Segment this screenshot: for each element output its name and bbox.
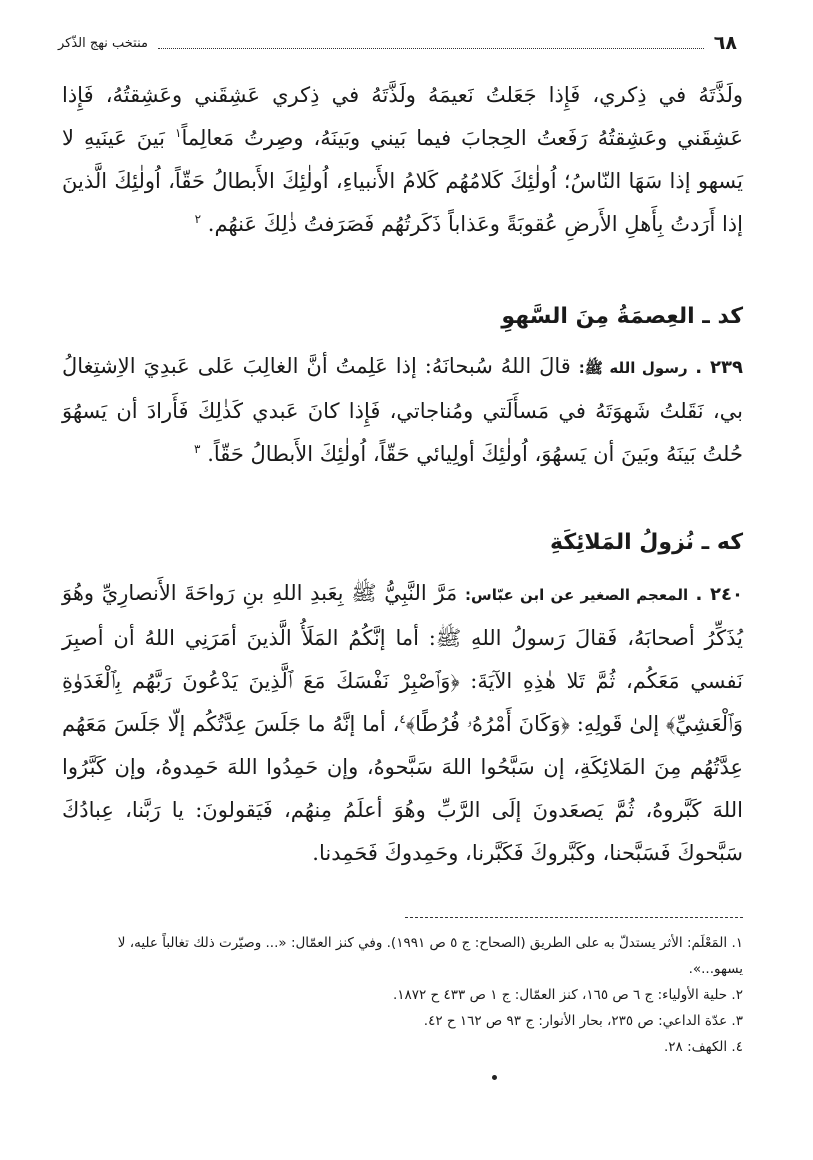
footnote-3: ٣. عدّة الداعي: ص ٢٣٥، بحار الأنوار: ج ٩٣ ص ١٦٢ ح ٤٢. [423, 1013, 743, 1029]
footnote-separator [405, 917, 743, 918]
hadith-source: رسول الله ﷺ: [578, 359, 688, 377]
section-heading-kd: كد ـ العِصمَةُ مِنَ السَّهوِ [501, 304, 743, 329]
running-header [58, 32, 737, 54]
footnote-ref-2: ٢ [194, 212, 202, 226]
continuation-text: ولَذَّتَهُ في ذِكري، فَإِذا جَعَلتُ نَعيمَهُ ولَذَّتَهُ في ذِكري عَشِقَني وعَشِقتُهُ، فَإِذا عَشِقَني وعَشِقتُهُ رَفَعتُ الحِجابَ فيما بَيني وبَينَهُ، وصِرتُ مَعالِماً$^١$ بَينَ عَينَيهِ لا يَسهو إذا سَهَا النّاسُ؛ اُولٰئِكَ كَلامُهُم كَلامُ الأَنبياءِ، اُولٰئِكَ الأَبطالُ حَقّاً، اُولٰئِكَ الَّذينَ إذا أَرَدتُ بِأَهلِ الأَرضِ عُقوبَةً وعَذاباً ذَكَرتُهُم فَصَرَفتُ ذٰلِكَ عَنهُم. [62, 83, 744, 236]
page-number: ٦٨ [713, 32, 737, 54]
stray-dot-mark [492, 1075, 497, 1080]
hadith-number: ٢٤٠ [710, 584, 743, 605]
footnote-1: ١. المَعْلَم: الأثر يستدلّ به على الطريق (الصحاح: ج ٥ ص ١٩٩١). وفي كنز العمّال: «... وصيّرت ذلك تغالباً عليه، لا يسهو...». [117, 935, 743, 977]
hadith-240: ٢٤٠ . المعجم الصغير عن ابن عبّاس: مَرَّ النَّبِيُّ ﷺ بِعَبدِ اللهِ بنِ رَواحَةَ الأَنصارِيِّ وهُوَ يُذَكِّرُ أصحابَهُ، فَقالَ رَسولُ اللهِ ﷺ: أما إنَّكُمُ المَلَأُ الَّذينَ أمَرَنِي اللهُ أن أصبِرَ نَفسي مَعَكُم، ثُمَّ تَلا هٰذِهِ الآيَةَ: ﴿وَٱصْبِرْ نَفْسَكَ مَعَ ٱلَّذِينَ يَدْعُونَ رَبَّهُم بِٱلْغَدَوٰةِ وَٱلْعَشِيِّ﴾ إلىٰ قَولِهِ: ﴿وَكَانَ أَمْرُهُۥ فُرُطًا﴾$^٤$، أما إنَّهُ ما جَلَسَ عِدَّتُكُم إلّا جَلَسَ مَعَهُم عِدَّتُهُم مِنَ المَلائِكَةِ، إن سَبَّحُوا اللهَ سَبَّحوهُ، وإن حَمِدُوا اللهَ حَمِدوهُ، وإن كَبَّرُوا اللهَ كَبَّروهُ، ثُمَّ يَصعَدونَ إلَى الرَّبِّ وهُوَ أعلَمُ مِنهُم، فَيَقولونَ: يا رَبَّنا، عِبادُكَ سَبَّحوكَ فَسَبَّحنا، وكَبَّروكَ فَكَبَّرنا، وحَمِدوكَ فَحَمِدنا. [62, 581, 743, 865]
hadith-239: ٢٣٩ . رسول الله ﷺ: قالَ اللهُ سُبحانَهُ: إذا عَلِمتُ أنَّ الغالِبَ عَلى عَبدِيَ الاِشتِغالُ بي، نَقَلتُ شَهوَتَهُ في مَسأَلَتي ومُناجاتي، فَإِذا كانَ عَبدي كَذٰلِكَ فَأَرادَ أن يَسهُوَ حُلتُ بَينَهُ وبَينَ أن يَسهُوَ، اُولٰئِكَ أولِيائي حَقّاً، اُولٰئِكَ الأَبطالُ حَقّاً. $^٣$ [62, 354, 743, 466]
hadith-text: قالَ اللهُ سُبحانَهُ: إذا عَلِمتُ أنَّ الغالِبَ عَلى عَبدِيَ الاِشتِغالُ بي، نَقَلتُ شَهوَتَهُ في مَسأَلَتي ومُناجاتي، فَإِذا كانَ عَبدي كَذٰلِكَ فَأَرادَ أن يَسهُوَ حُلتُ بَينَهُ وبَينَ أن يَسهُوَ، اُولٰئِكَ أولِيائي حَقّاً، اُولٰئِكَ الأَبطالُ حَقّاً. [62, 354, 743, 466]
hadith-source: المعجم الصغير عن ابن عبّاس: [465, 586, 689, 604]
footnotes [62, 930, 743, 1060]
hadith-text-part-b: ، أما إنَّهُ ما جَلَسَ عِدَّتُكُم إلّا جَلَسَ مَعَهُم عِدَّتُهُم مِنَ المَلائِكَةِ، إن سَبَّحُوا اللهَ سَبَّحوهُ، وإن حَمِدُوا اللهَ حَمِدوهُ، وإن كَبَّرُوا اللهَ كَبَّروهُ، ثُمَّ يَصعَدونَ إلَى الرَّبِّ وهُوَ أعلَمُ مِنهُم، فَيَقولونَ: يا رَبَّنا، عِبادُكَ سَبَّحوكَ فَسَبَّحنا، وكَبَّروكَ فَكَبَّرنا، وحَمِدوكَ فَحَمِدنا. [62, 712, 743, 865]
footnote-ref-1: ١ [174, 126, 182, 140]
footnote-ref-3: ٣ [194, 442, 201, 456]
book-title: منتخب نهج الذّكر [58, 35, 148, 51]
footnote-2: ٢. حلية الأولياء: ج ٦ ص ١٦٥، كنز العمّال: ج ١ ص ٤٣٣ ح ١٨٧٢. [392, 987, 743, 1003]
footnote-4: ٤. الكهف: ٢٨. [663, 1039, 743, 1055]
hadith-text-part-a: مَرَّ النَّبِيُّ ﷺ بِعَبدِ اللهِ بنِ رَواحَةَ الأَنصارِيِّ وهُوَ يُذَكِّرُ أصحابَهُ، فَقالَ رَسولُ اللهِ ﷺ: أما إنَّكُمُ المَلَأُ الَّذينَ أمَرَنِي اللهُ أن أصبِرَ نَفسي مَعَكُم، ثُمَّ تَلا هٰذِهِ الآيَةَ: ﴿وَٱصْبِرْ نَفْسَكَ مَعَ ٱلَّذِينَ يَدْعُونَ رَبَّهُم بِٱلْغَدَوٰةِ وَٱلْعَشِيِّ﴾ إلىٰ قَولِهِ: ﴿وَكَانَ أَمْرُهُۥ فُرُطًا﴾ [62, 581, 743, 736]
continuation-paragraph [62, 74, 743, 246]
header-dotted-leader [158, 38, 704, 49]
hadith-number: ٢٣٩ [710, 357, 743, 378]
footnote-ref-4: ٤ [399, 712, 406, 726]
section-heading-kh: كه ـ نُزولُ المَلائِكَةِ [550, 530, 743, 555]
